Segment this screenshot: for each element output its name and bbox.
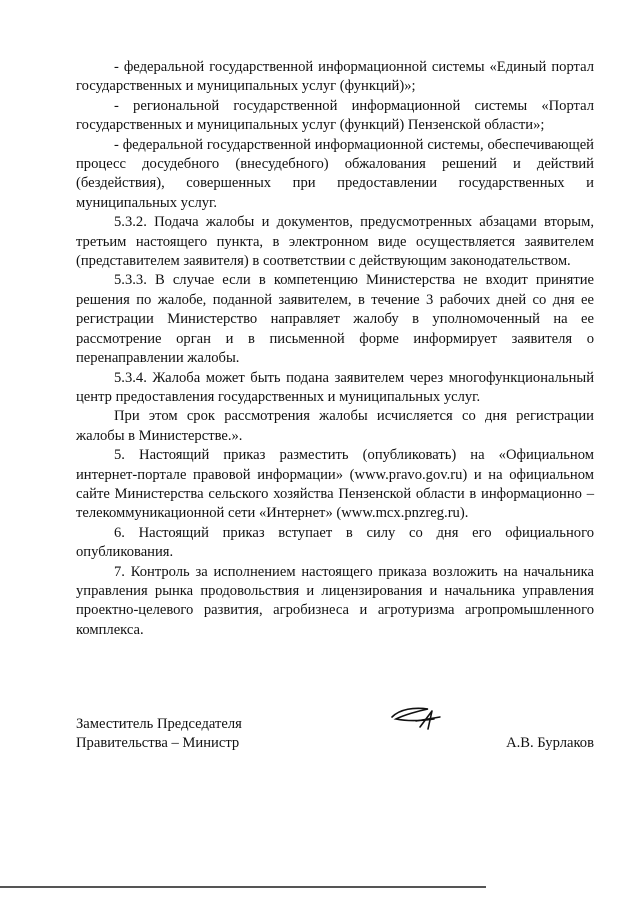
signatory-position-line-2: Правительства – Министр: [76, 735, 240, 752]
document-body: [76, 58, 594, 640]
paragraph-item-5: 5. Настоящий приказ разместить (опубликовать) на «Официальном интернет-портале правовой информации» (www.pravo.gov.ru) и на официальном сайте Министерства сельского хозяйства Пензенской области в информационно – телекоммуникационной сети «Интернет» (www.mcx.pnzreg.ru).: [76, 447, 594, 522]
handwritten-signature: [388, 701, 448, 735]
signature-block: [76, 715, 594, 775]
paragraph-item-7: 7. Контроль за исполнением настоящего приказа возложить на начальника управления рынка продовольствия и лицензирования и начальника управления проектно-целевого развития, агробизнеса и агротуризма агропромышленного комплекса.: [76, 563, 594, 638]
paragraph-5-3-2: 5.3.2. Подача жалобы и документов, предусмотренных абзацами вторым, третьим настоящего пункта, в электронном виде осуществляется заявителем (представителем заявителя) в соответствии с действующим законодательством.: [76, 214, 594, 270]
paragraph-portal-federal: - федеральной государственной информационной системы «Единый портал государственных и муниципальных услуг (функций)»;: [76, 59, 594, 95]
signatory-position-line-1: Заместитель Председателя: [76, 716, 242, 732]
paragraph-appeal-system: - федеральной государственной информационной системы, обеспечивающей процесс досудебного (внесудебного) обжалования решений и действий (бездействия), совершенных при предоставлении государственных и муниципальных услуг.: [76, 136, 594, 211]
signatory-position: [76, 715, 242, 754]
paragraph-5-3-3: 5.3.3. В случае если в компетенцию Министерства не входит принятие решения по жалобе, поданной заявителем, в течение 3 рабочих дней со дня ее регистрации Министерство направляет жалобу в уполномоченный на ее рассмотрение орган и в письменной форме информирует заявителя о перенаправлении жалобы.: [76, 272, 594, 367]
paragraph-review-term: При этом срок рассмотрения жалобы исчисляется со дня регистрации жалобы в Министерстве.».: [76, 408, 594, 444]
paragraph-5-3-4: 5.3.4. Жалоба может быть подана заявителем через многофункциональный центр предоставления государственных и муниципальных услуг.: [76, 369, 594, 405]
signatory-name: А.В. Бурлаков: [506, 735, 594, 752]
paragraph-portal-regional: - региональной государственной информационной системы «Портал государственных и муниципальных услуг (функций) Пензенской области»;: [76, 97, 594, 134]
paragraph-item-6: 6. Настоящий приказ вступает в силу со дня его официального опубликования.: [76, 524, 594, 561]
scan-edge-line: [0, 886, 486, 888]
